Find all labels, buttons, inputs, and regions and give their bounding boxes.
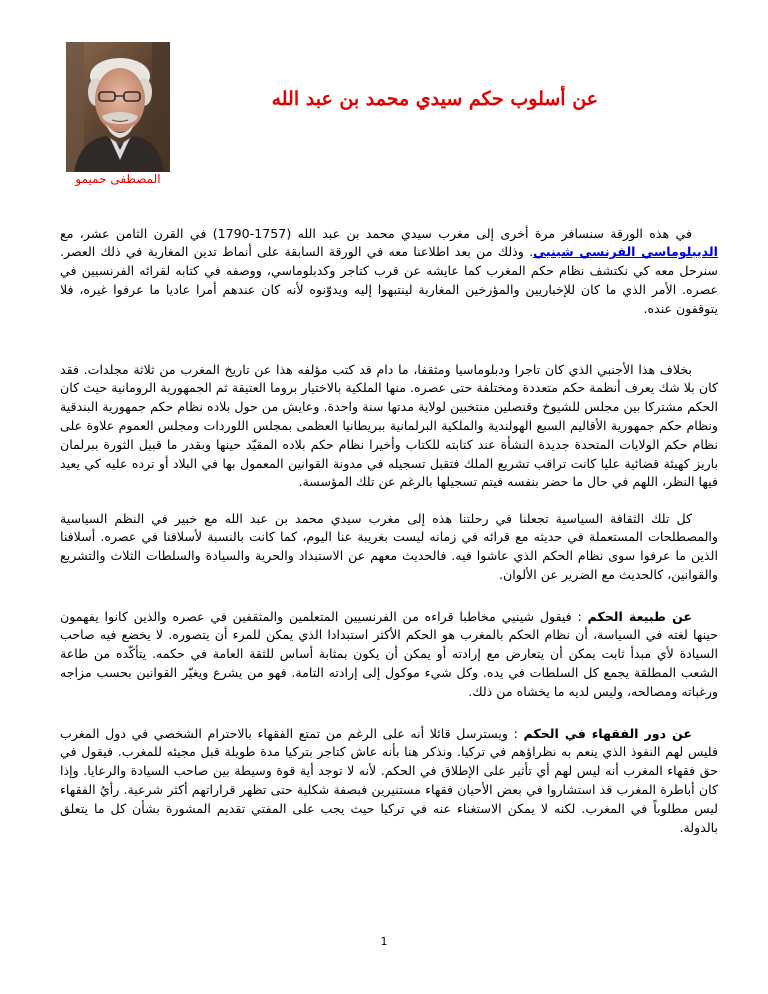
author-portrait-image — [66, 42, 170, 172]
section-heading-role-of-jurists: عن دور الفقهاء في الحكم — [523, 725, 692, 741]
paragraph-nature-of-rule-text: : فيقول شينيي مخاطبا قراءه من الفرنسيين المتعلمين والمثقفين في عصره والذين كانوا يفهمون حينها لغته في السياسة، أن نظام الحكم بالمغرب هو الحكم الأكثر استبدادا الذي يمكن للمرء أن يتصوره. لا يخضع فيه صاحب السيادة لأي مبدأ ثابت يمكن أن يتعارض مع إرادته أو يمكن أن يكون بمثابة أساس للثقة العامة في حكمه. يتأكّده من طاعة الشعب المطلقة يجمع كل السلطات في يده. وكل شيء موكول إلى إرادته التامة. فهو من يشرع ويغيّر القوانين بحسب مزاجه ورغباته ومصالحه، وليس لديه ما يخشاه من ذلك. — [60, 608, 718, 699]
paragraph-political-culture-text: كل تلك الثقافة السياسية تجعلنا في رحلتنا هذه إلى مغرب سيدي محمد بن عبد الله مع خبير في النظم السياسية والمصطلحات المستعملة في حديثه مع قرائه في زمانه ليست بغريبة عنا اليوم، كما كانت بالنسبة لأسلافنا في عصره. أسلافنا الذين ما عرفوا سوى نظام الحكم الذي عاشوا فيه. فالحديث معهم عن الاستبداد والحرية والسيادة والسلطات الثلاث والتشريع والقوانين، كالحديث مع الضرير عن الألوان. — [60, 510, 718, 582]
page-number: 1 — [380, 935, 388, 948]
paragraph-political-culture — [60, 510, 718, 585]
section-heading-nature-of-rule: عن طبيعة الحكم — [587, 608, 693, 624]
paragraph-intro-text-end: . وذلك من بعد اطلاعنا معه في الورقة السابقة على أنماط تدين المغاربة في ذلك العصر. سنرحل معه كي نكتشف نظام حكم المغرب كما عايشه عن قرب كتاجر وكدبلوماسي، ووصفه في كتابه لقرائه الفرنسيين في عصره. الأمر الذي ما كان للإخباريين والمؤرخين المغاربة لينتبهوا إليه ويدوّنوه لأنه كان عندهم أمرا عاديا ما عرفوا غيره، فلا يتوقفون عنده. — [60, 244, 718, 316]
paragraph-nature-of-rule — [60, 608, 718, 702]
author-name: المصطفى حميمو — [75, 172, 161, 186]
paragraph-foreigner — [60, 361, 718, 493]
paragraph-intro — [60, 225, 718, 319]
paragraph-foreigner-text: بخلاف هذا الأجنبي الذي كان تاجرا ودبلوماسيا ومثقفا، ما دام قد كتب مؤلفه هذا عن تاريخ المغرب من ثلاثة مجلدات. فقد كان بلا شك يعرف أنظمة حكم متعددة ومختلفة حتى عصره. منها الملكية بالاختيار بروما العتيقة ثم الجمهورية الرومانية حيث كان الحكم مشتركا بين مجلس للشيوخ وقنصلين منتخبين لولاية مدتها سنة واحدة. وعايش من حول بلاده نظام حكم جمهورية البندقية ونظام حكم جمهورية الأقاليم السبع الهولندية والملكية البرلمانية ببريطانيا العظمى بمجلس اللوردات ومجلس العموم علاوة على نظام حكم الولايات المتحدة جديدة النشأة عند كتابته للكتاب وأخيرا نظام حكم بلاده المقيّد حينها وبقدر ما قبيل الثورة ببرلمان باريز كهيئة قضائية عليا كانت تراقب تشريع الملك فتقبل تسجيله في مدونة القوانين المعمول بها في البلاد أو ترده عليه كي يعيد فيها النظر، اللهم في حال ما حضر بنفسه فيتم تسجيلها بالرغم عن تلك المؤسسة. — [60, 361, 718, 490]
paragraph-role-of-jurists-text: : ويسترسل قائلا أنه على الرغم من تمتع الفقهاء بالاحترام الشخصي في دول المغرب فليس لهم النفوذ الذي ينعم به نظراؤهم في تركيا. ونذكر هنا بأنه عاش كتاجر بتركيا مدة طويلة قبل مجيئه للمغرب. فيقول في حق فقهاء المغرب أنه ليس لهم أي تأثير على الإطلاق في الحكم. لأنه لا توجد أية قوة وسيطة بين صاحب السيادة والرعايا. وإذا كان أباطرة المغرب قد استشاروا في بعض الأحيان فقهاء مستنيرين فبصفة شكلية حتى تظهر قراراتهم أكثر شرعية. رأيُ الفقهاء ليس مطلوباً في المغرب. لكنه لا يمكن الاستغناء عنه في تركيا حيث يجب على المفتي تقديم المشورة بشأن كل ما يتعلق بالدولة. — [60, 725, 718, 835]
paragraph-role-of-jurists — [60, 725, 718, 838]
page-title: عن أسلوب حكم سيدي محمد بن عبد الله — [271, 88, 598, 110]
diplomat-link[interactable]: الديبلوماسي الفرنسي شينيي — [533, 244, 718, 260]
paragraph-intro-text-start: في هذه الورقة سنسافر مرة أخرى إلى مغرب سيدي محمد بن عبد الله (1757-1790) في القرن الثامن عشر، مع — [60, 225, 692, 241]
author-photo — [66, 42, 170, 172]
